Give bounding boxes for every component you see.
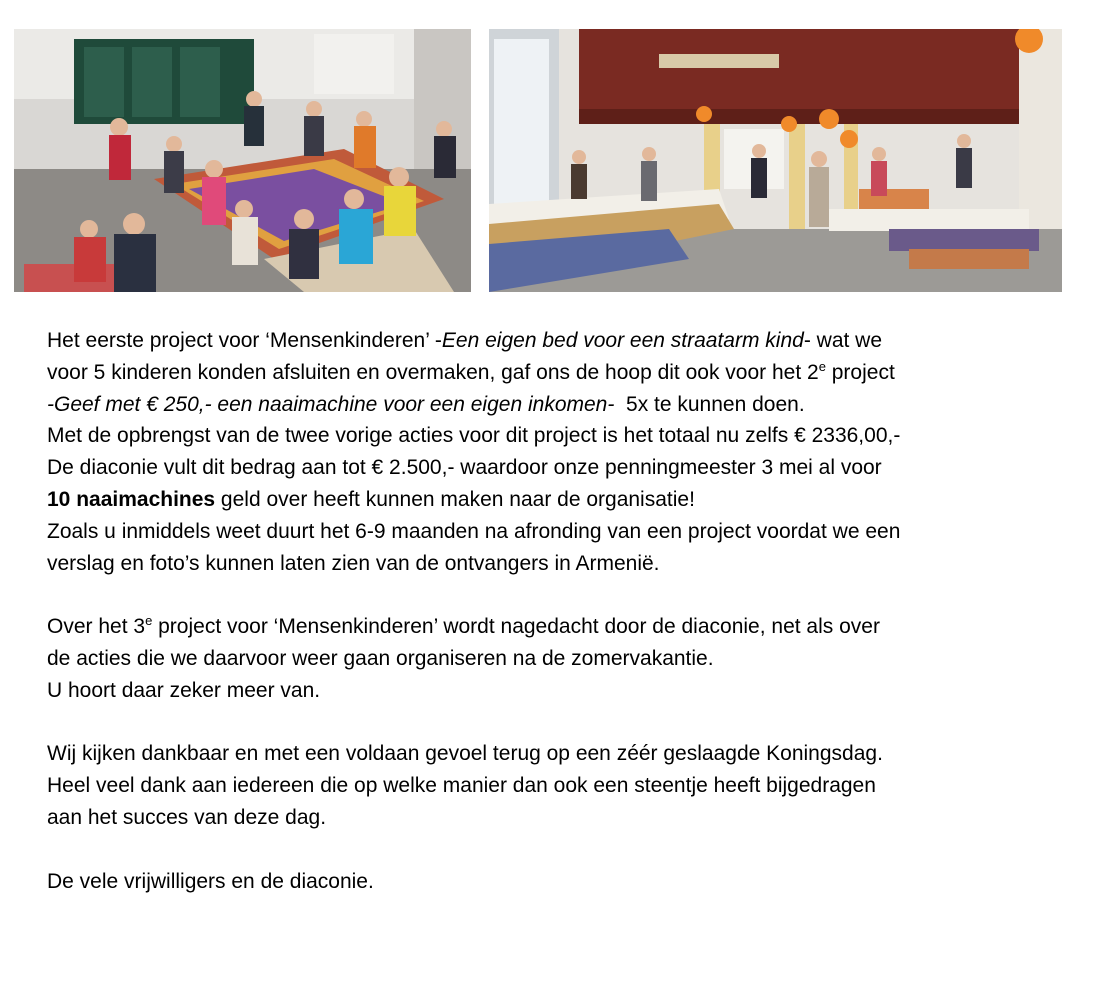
article-text: [47, 325, 1057, 897]
text-span: project: [825, 360, 895, 384]
project-title-italic: Een eigen bed voor een straatarm kind: [441, 329, 804, 352]
text-span: voor 5 kinderen konden afsluiten en overmaken, gaf ons de hoop dit ook voor het 2: [47, 360, 819, 384]
text-line: De diaconie vult dit bedrag aan tot € 2.500,- waardoor onze penningmeester 3 mei al voor: [47, 456, 882, 480]
text-span: 5x te kunnen doen.: [614, 392, 805, 416]
text-line: Zoals u inmiddels weet duurt het 6-9 maanden na afronding van een project voordat we een: [47, 519, 901, 543]
text-span: geld over heeft kunnen maken naar de organisatie!: [215, 487, 695, 511]
text-line: verslag en foto’s kunnen laten zien van de ontvangers in Armenië.: [47, 551, 660, 575]
paragraph-gap: [47, 707, 1057, 739]
book-sale-photo-right: [489, 29, 1062, 292]
text-line: U hoort daar zeker meer van.: [47, 678, 321, 702]
text-line: [47, 357, 1057, 389]
text-line: [47, 611, 1057, 643]
ordinal-superscript: e: [818, 358, 826, 374]
text-line: Wij kijken dankbaar en met een voldaan gevoel terug op een zéér geslaagde Koningsdag.: [47, 742, 883, 766]
text-span: - wat we: [803, 329, 883, 352]
paragraph-gap: [47, 579, 1057, 611]
text-line: [47, 389, 1057, 421]
text-line: Met de opbrengst van de twee vorige acties voor dit project is het totaal nu zelfs € 2336,00,-: [47, 424, 901, 448]
text-span: Het eerste project voor ‘Mensenkinderen’ -: [47, 329, 442, 352]
book-sale-photo-left-image: [14, 29, 471, 292]
text-line: de acties die we daarvoor weer gaan organiseren na de zomervakantie.: [47, 646, 714, 670]
text-line: aan het succes van deze dag.: [47, 805, 327, 829]
book-sale-photo-left: [14, 29, 471, 292]
ordinal-superscript: e: [145, 613, 153, 629]
text-span: Over het 3: [47, 615, 146, 639]
text-line: [47, 484, 1057, 516]
paragraph-gap: [47, 834, 1057, 866]
text-span: project voor ‘Mensenkinderen’ wordt nagedacht door de diaconie, net als over: [152, 615, 880, 639]
bold-highlight: 10 naaimachines: [47, 487, 216, 511]
book-sale-photo-right-image: [489, 29, 1062, 292]
project-title-italic: -Geef met € 250,- een naaimachine voor een eigen inkomen-: [47, 392, 615, 416]
text-line: [47, 325, 1057, 357]
signature: De vele vrijwilligers en de diaconie.: [47, 869, 374, 893]
text-line: Heel veel dank aan iedereen die op welke manier dan ook een steentje heeft bijgedragen: [47, 774, 876, 798]
